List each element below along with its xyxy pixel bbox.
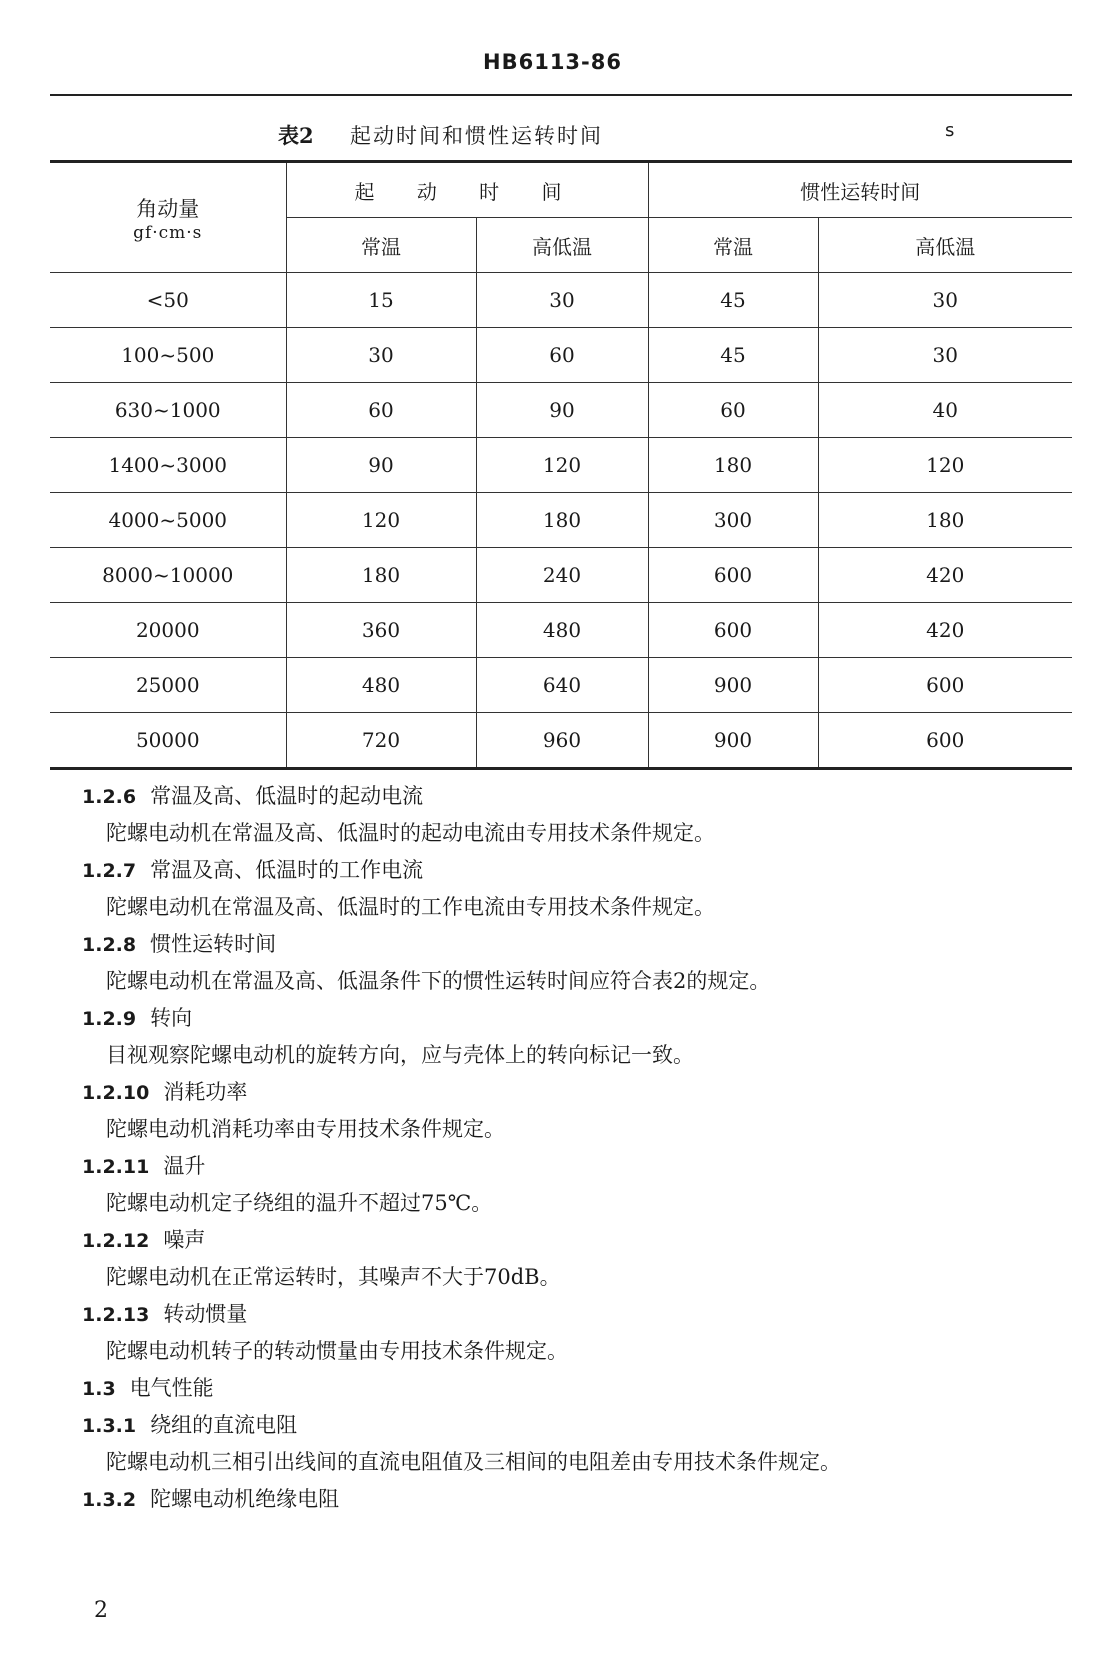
table-cell: 60	[476, 328, 648, 383]
table-cell: 180	[648, 438, 818, 493]
table-cell: 900	[648, 658, 818, 713]
section-paragraph: 目视观察陀螺电动机的旋转方向，应与壳体上的转向标记一致。	[106, 1043, 694, 1067]
table-cell: 420	[818, 603, 1072, 658]
table-cell: 720	[286, 713, 476, 769]
table-cell: 360	[286, 603, 476, 658]
table-cell: 640	[476, 658, 648, 713]
table-cell: 120	[818, 438, 1072, 493]
table-cell: 600	[648, 548, 818, 603]
corner-header	[50, 162, 286, 273]
table-cell: 120	[286, 493, 476, 548]
table-row	[50, 493, 1072, 548]
section-paragraph: 陀螺电动机在常温及高、低温时的起动电流由专用技术条件规定。	[106, 821, 715, 845]
section-heading: 1.3.2 陀螺电动机绝缘电阻	[82, 1487, 340, 1511]
section-heading: 1.2.13 转动惯量	[82, 1302, 248, 1326]
section-heading: 1.2.12 噪声	[82, 1228, 206, 1252]
standard-code: HB6113-86	[483, 50, 622, 74]
table-row	[50, 438, 1072, 493]
table-cell: 180	[476, 493, 648, 548]
table-cell: 100~500	[50, 328, 286, 383]
table-cell: 90	[286, 438, 476, 493]
table-row	[50, 273, 1072, 328]
section-paragraph: 陀螺电动机三相引出线间的直流电阻值及三相间的电阻差由专用技术条件规定。	[106, 1450, 841, 1474]
section-heading: 1.2.9 转向	[82, 1006, 193, 1030]
section-heading: 1.2.7 常温及高、低温时的工作电流	[82, 858, 424, 882]
table-row	[50, 603, 1072, 658]
table-cell: 420	[818, 548, 1072, 603]
section-heading: 1.3.1 绕组的直流电阻	[82, 1413, 298, 1437]
table-cell: 60	[648, 383, 818, 438]
table-cell: 20000	[50, 603, 286, 658]
section-heading: 1.2.10 消耗功率	[82, 1080, 248, 1104]
table-cell: 90	[476, 383, 648, 438]
section-paragraph: 陀螺电动机转子的转动惯量由专用技术条件规定。	[106, 1339, 568, 1363]
table-row	[50, 548, 1072, 603]
table-cell: 1400~3000	[50, 438, 286, 493]
table-cell: 900	[648, 713, 818, 769]
section-paragraph: 陀螺电动机在常温及高、低温时的工作电流由专用技术条件规定。	[106, 895, 715, 919]
startup-inertia-table	[50, 160, 1072, 770]
table-cell: <50	[50, 273, 286, 328]
angular-momentum-label: 角动量	[136, 196, 200, 221]
table-cell: 40	[818, 383, 1072, 438]
table-cell: 8000~10000	[50, 548, 286, 603]
table-cell: 15	[286, 273, 476, 328]
table-cell: 25000	[50, 658, 286, 713]
table-caption-title: 起动时间和惯性运转时间	[350, 124, 603, 148]
table-row	[50, 713, 1072, 769]
section-paragraph: 陀螺电动机定子绕组的温升不超过75℃。	[106, 1191, 493, 1215]
section-heading: 1.2.6 常温及高、低温时的起动电流	[82, 784, 424, 808]
table-cell: 30	[286, 328, 476, 383]
table-row	[50, 328, 1072, 383]
startup-time-header: 起 动 时 间	[286, 162, 648, 218]
section-heading: 1.2.11 温升	[82, 1154, 206, 1178]
table-cell: 180	[818, 493, 1072, 548]
table-cell: 960	[476, 713, 648, 769]
table-row	[50, 383, 1072, 438]
table-cell: 30	[818, 328, 1072, 383]
table-cell: 600	[818, 658, 1072, 713]
table-cell: 60	[286, 383, 476, 438]
section-paragraph: 陀螺电动机在常温及高、低温条件下的惯性运转时间应符合表2的规定。	[106, 969, 771, 993]
header-rule	[50, 94, 1072, 96]
table-cell: 180	[286, 548, 476, 603]
section-paragraph: 陀螺电动机消耗功率由专用技术条件规定。	[106, 1117, 505, 1141]
table-caption	[50, 120, 1072, 154]
table-unit: s	[945, 120, 955, 141]
table-cell: 50000	[50, 713, 286, 769]
table-cell: 480	[476, 603, 648, 658]
section-paragraph: 陀螺电动机在正常运转时，其噪声不大于70dB。	[106, 1265, 561, 1289]
page-number: 2	[94, 1598, 108, 1623]
section-heading: 1.3 电气性能	[82, 1376, 214, 1400]
sub-header: 高低温	[476, 218, 648, 273]
table-cell: 120	[476, 438, 648, 493]
table-cell: 30	[818, 273, 1072, 328]
table-cell: 4000~5000	[50, 493, 286, 548]
table-cell: 600	[648, 603, 818, 658]
table-cell: 630~1000	[50, 383, 286, 438]
table-cell: 45	[648, 328, 818, 383]
inertia-time-header: 惯性运转时间	[648, 162, 1072, 218]
table-cell: 300	[648, 493, 818, 548]
table-cell: 30	[476, 273, 648, 328]
table-cell: 45	[648, 273, 818, 328]
table-cell: 480	[286, 658, 476, 713]
table-row	[50, 658, 1072, 713]
sub-header: 高低温	[818, 218, 1072, 273]
table-caption-label: 表2	[278, 123, 314, 148]
table-cell: 240	[476, 548, 648, 603]
sub-header: 常温	[648, 218, 818, 273]
sub-header: 常温	[286, 218, 476, 273]
section-heading: 1.2.8 惯性运转时间	[82, 932, 277, 956]
body-text	[82, 778, 1072, 1518]
angular-momentum-unit: gf·cm·s	[133, 222, 203, 243]
table-cell: 600	[818, 713, 1072, 769]
